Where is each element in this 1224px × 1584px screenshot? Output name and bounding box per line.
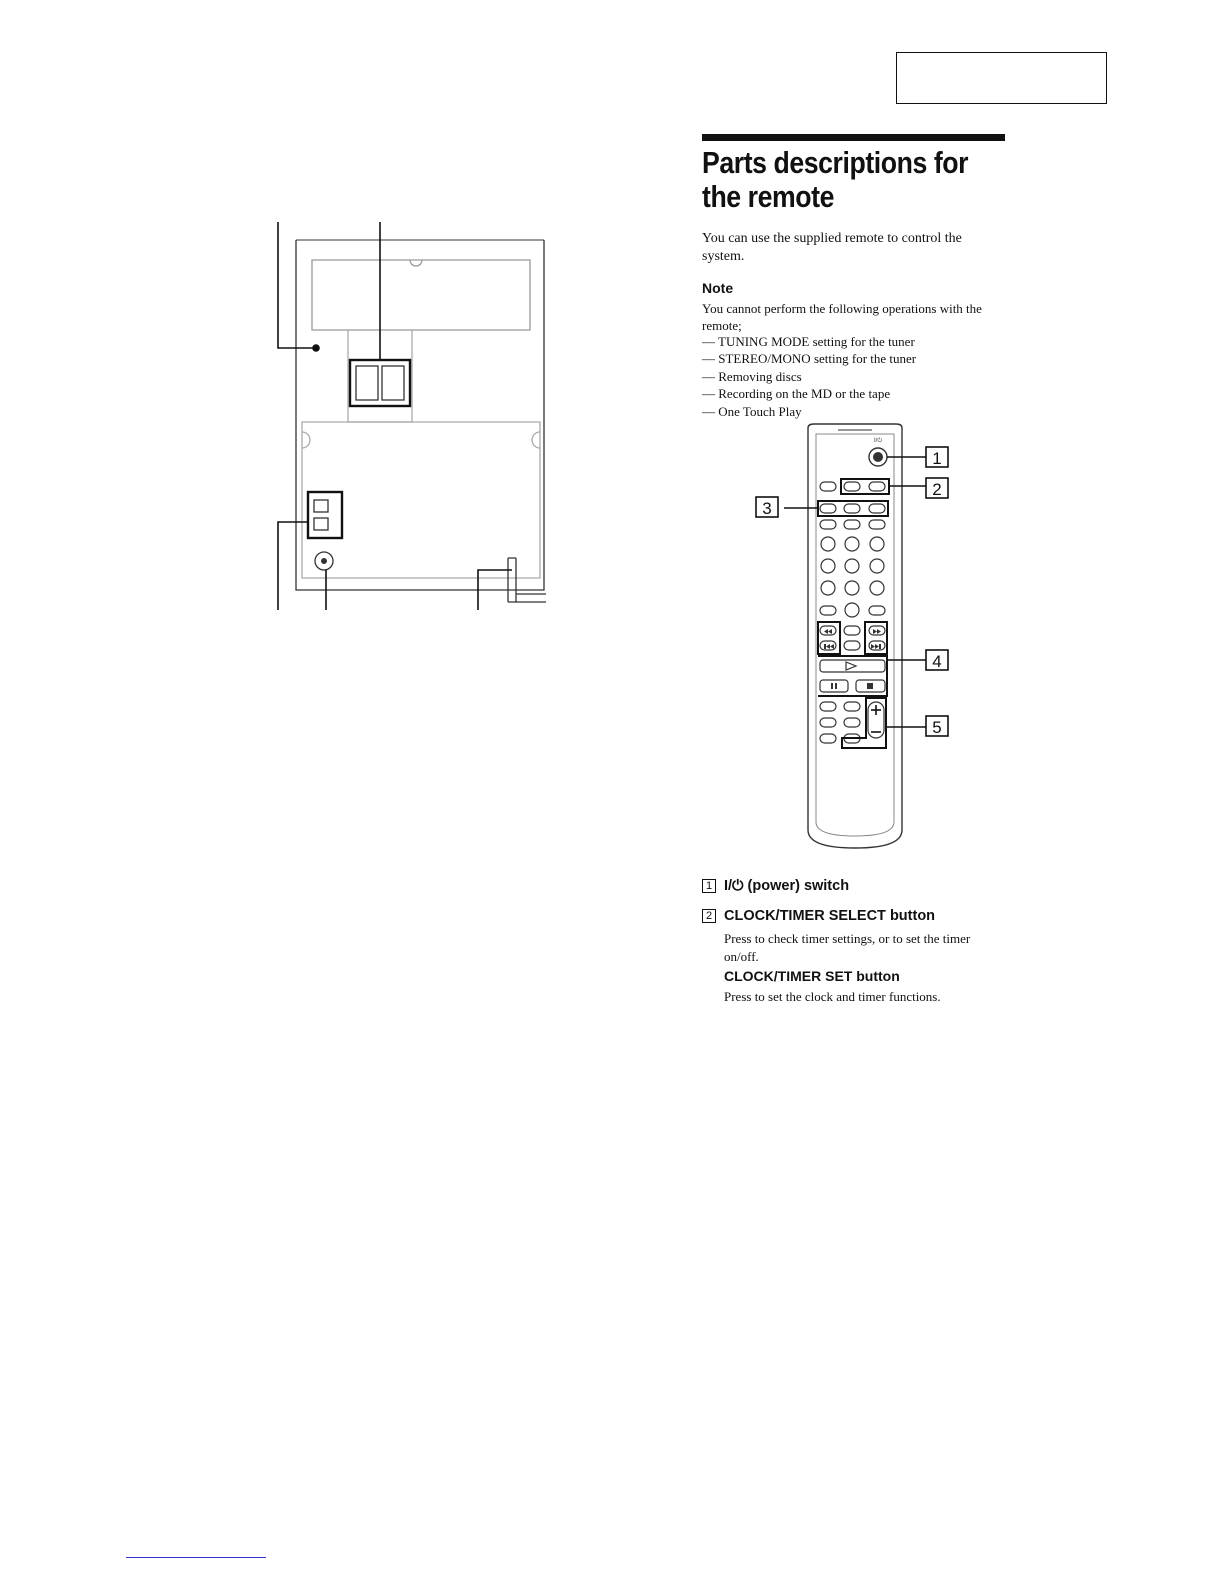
number-button — [821, 537, 835, 551]
play-icon — [846, 662, 856, 670]
clock-timer-set-button — [869, 482, 885, 491]
number-button — [870, 537, 884, 551]
remote-button — [820, 606, 836, 615]
description-1-label: I/⏻ (power) switch — [724, 878, 850, 894]
remote-button — [820, 718, 836, 727]
title-line-2: the remote — [702, 179, 834, 214]
antenna-terminal-box — [308, 492, 342, 538]
right-notch — [532, 432, 540, 448]
intro-paragraph: You can use the supplied remote to control the system. — [702, 231, 962, 264]
description-2-sub-label: CLOCK/TIMER SET button — [724, 968, 900, 984]
power-cord-out — [508, 594, 546, 602]
function-button — [869, 504, 885, 513]
function-button — [844, 504, 860, 513]
unit-rear-panel-diagram — [250, 218, 550, 614]
antenna-jack-top — [314, 500, 328, 512]
remote-button — [869, 520, 885, 529]
previous-icon — [824, 644, 834, 649]
number-button — [870, 581, 884, 595]
remote-button — [820, 702, 836, 711]
remote-button — [844, 626, 860, 635]
callout-1: 1 — [932, 449, 942, 468]
description-1-number: 1 — [702, 879, 716, 893]
callout-box-2 — [841, 479, 889, 494]
callout-box-5 — [842, 698, 886, 748]
speaker-terminal-right — [382, 366, 404, 400]
remote-diagram — [740, 420, 970, 868]
left-notch — [302, 432, 310, 448]
speaker-terminal-box — [350, 360, 410, 406]
number-button — [821, 559, 835, 573]
description-2-number: 2 — [702, 909, 716, 923]
pause-icon-bar — [835, 683, 837, 689]
callout-5: 5 — [932, 718, 942, 737]
antenna-jack-bottom — [314, 518, 328, 530]
clock-timer-select-button — [844, 482, 860, 491]
callout-box-3 — [818, 501, 888, 516]
description-1 — [702, 878, 849, 894]
power-cord — [508, 558, 516, 602]
remote-button — [844, 718, 860, 727]
number-button — [845, 559, 859, 573]
section-title — [702, 146, 977, 214]
function-button — [820, 504, 836, 513]
number-button — [845, 581, 859, 595]
leader-dot-1 — [313, 345, 319, 351]
footer-link-underline — [126, 1557, 266, 1558]
remote-button — [844, 641, 860, 650]
remote-button — [820, 734, 836, 743]
leader-line-1 — [278, 222, 316, 348]
remote-button — [844, 702, 860, 711]
callout-2: 2 — [932, 480, 942, 499]
audio-jack-center — [321, 558, 327, 564]
remote-button — [820, 520, 836, 529]
description-2-sub-text: Press to set the clock and timer functions. — [724, 989, 941, 1004]
remote-button — [820, 482, 836, 491]
title-rule — [702, 134, 1005, 141]
play-button — [820, 660, 885, 672]
pause-icon — [831, 683, 833, 689]
upper-notch — [410, 260, 422, 266]
pause-button — [820, 680, 848, 692]
number-button — [845, 603, 859, 617]
description-2-label: CLOCK/TIMER SELECT button — [724, 908, 936, 924]
note-heading: Note — [702, 280, 734, 296]
title-line-1: Parts descriptions for — [702, 145, 969, 180]
description-2 — [702, 908, 935, 924]
fast-forward-icon — [873, 629, 881, 634]
power-button-inner — [873, 452, 883, 462]
number-button — [870, 559, 884, 573]
stop-icon — [867, 683, 873, 689]
description-2-text: Press to check timer settings, or to set the timer on/off. — [724, 931, 971, 964]
note-item: — Removing discs — [702, 368, 802, 384]
speaker-terminal-left — [356, 366, 378, 400]
callout-4: 4 — [932, 652, 942, 671]
note-list — [702, 333, 916, 420]
number-button — [821, 581, 835, 595]
note-item: — TUNING MODE setting for the tuner — [702, 334, 915, 349]
leader-line-3 — [278, 522, 308, 610]
note-item: — STEREO/MONO setting for the tuner — [702, 351, 917, 367]
header-box — [896, 52, 1107, 104]
upper-recess — [312, 260, 530, 330]
callout-3: 3 — [762, 499, 772, 518]
power-button-label: I/⏻ — [874, 438, 883, 444]
note-body: You cannot perform the following operations with the remote; — [702, 301, 982, 333]
remote-button — [844, 520, 860, 529]
rewind-icon — [824, 629, 832, 634]
note-item: — One Touch Play — [702, 403, 802, 419]
callout-box-4 — [818, 622, 887, 696]
number-button — [845, 537, 859, 551]
next-icon — [871, 644, 881, 649]
note-item: — Recording on the MD or the tape — [702, 386, 891, 402]
remote-button — [869, 606, 885, 615]
lower-recess — [302, 422, 540, 578]
